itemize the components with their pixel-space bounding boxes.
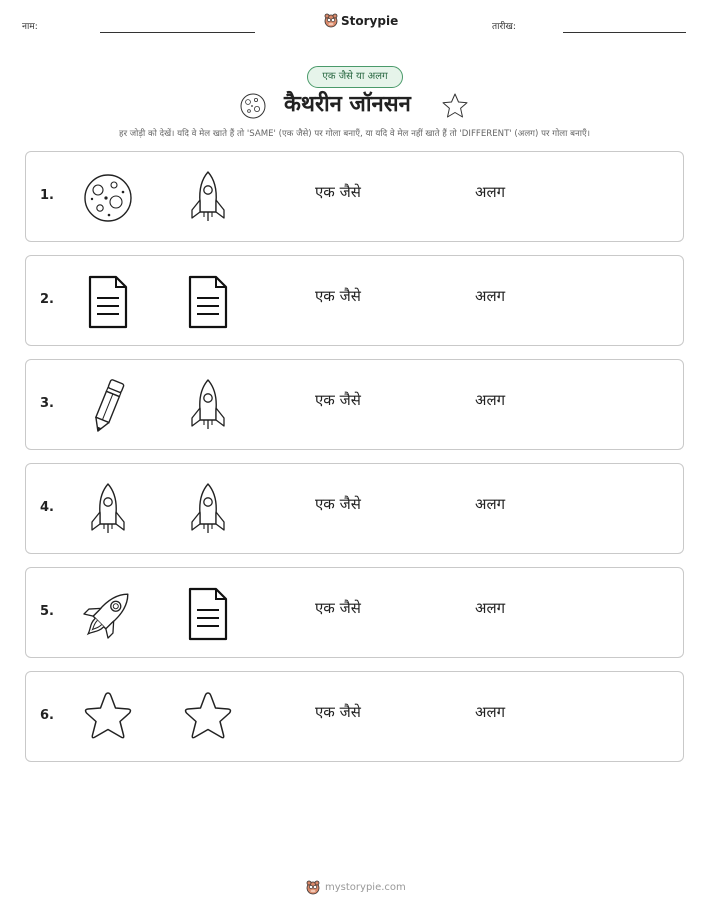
different-option[interactable]: अलग xyxy=(475,495,506,513)
date-label: तारीख: xyxy=(492,22,516,32)
rocket-icon xyxy=(178,168,238,228)
same-option[interactable]: एक जैसे xyxy=(315,495,361,513)
star-icon xyxy=(178,688,238,748)
pencil-icon xyxy=(78,376,138,436)
footer-url[interactable]: mystorypie.com xyxy=(325,882,406,893)
brand-logo xyxy=(324,13,398,28)
rocket-icon xyxy=(178,480,238,540)
same-option[interactable]: एक जैसे xyxy=(315,599,361,617)
different-option[interactable]: अलग xyxy=(475,703,506,721)
brand-name: Storypie xyxy=(341,13,399,28)
title-row xyxy=(0,88,709,124)
exercise-row xyxy=(25,671,684,762)
star-icon xyxy=(78,688,138,748)
instructions: हर जोड़ी को देखें। यदि वे मेल खाते हैं तो 'SAME' (एक जैसे) पर गोला बनाएँ, या यदि वे मेल नहीं खाते हैं तो 'DIFFERENT' (अलग) पर गोला बनाएँ। xyxy=(119,129,590,139)
moon-icon xyxy=(78,168,138,228)
date-line[interactable] xyxy=(563,32,686,33)
exercise-row xyxy=(25,463,684,554)
star-icon xyxy=(440,91,470,121)
same-option[interactable]: एक जैसे xyxy=(315,391,361,409)
same-option[interactable]: एक जैसे xyxy=(315,703,361,721)
row-number: 2. xyxy=(40,292,54,307)
exercise-row xyxy=(25,151,684,242)
rocket-icon xyxy=(78,480,138,540)
document-icon xyxy=(78,272,138,332)
exercise-row xyxy=(25,255,684,346)
document-icon xyxy=(178,584,238,644)
row-number: 1. xyxy=(40,188,54,203)
document-icon xyxy=(178,272,238,332)
name-line[interactable] xyxy=(100,32,255,33)
different-option[interactable]: अलग xyxy=(475,599,506,617)
different-option[interactable]: अलग xyxy=(475,391,506,409)
row-number: 5. xyxy=(40,604,54,619)
name-label: नाम: xyxy=(22,22,38,32)
rocket-icon xyxy=(178,376,238,436)
topic-tag: एक जैसे या अलग xyxy=(307,66,403,88)
row-number: 3. xyxy=(40,396,54,411)
same-option[interactable]: एक जैसे xyxy=(315,183,361,201)
mascot-icon xyxy=(324,13,338,28)
exercise-row xyxy=(25,567,684,658)
rocket-launch-icon xyxy=(78,584,138,644)
page-title: कैथरीन जॉनसन xyxy=(284,92,411,117)
different-option[interactable]: अलग xyxy=(475,183,506,201)
row-number: 6. xyxy=(40,708,54,723)
same-option[interactable]: एक जैसे xyxy=(315,287,361,305)
exercise-row xyxy=(25,359,684,450)
footer xyxy=(306,880,406,895)
row-number: 4. xyxy=(40,500,54,515)
moon-icon xyxy=(238,91,268,121)
mascot-icon xyxy=(306,880,320,895)
different-option[interactable]: अलग xyxy=(475,287,506,305)
